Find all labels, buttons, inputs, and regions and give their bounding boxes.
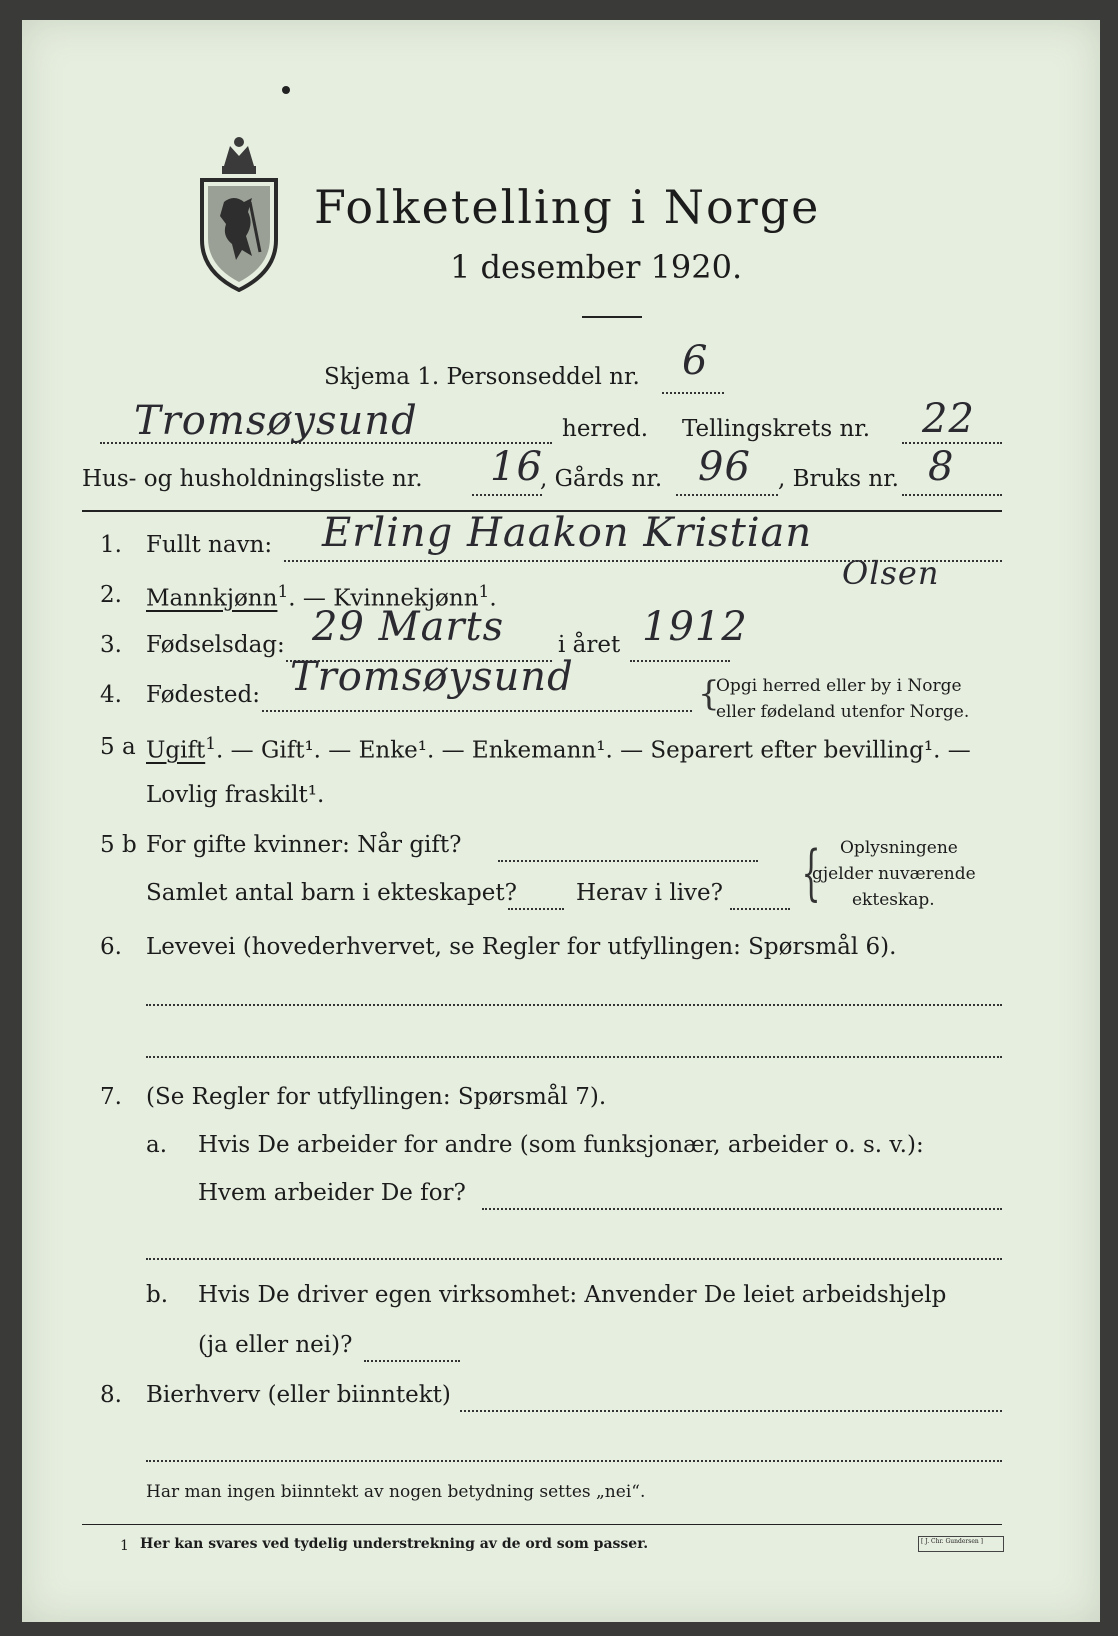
q6-number: 6. [100,934,122,960]
schema-label: Skjema 1. Personseddel nr. [324,364,640,390]
q5b-note-brace: { [801,838,821,908]
q6-answer-line1[interactable] [146,1004,1002,1006]
husholdningsliste-line [472,494,542,496]
bruks-label: , Bruks nr. [778,466,899,492]
q5a-ugift-footnote-mark: 1 [205,734,217,754]
q7-number: 7. [100,1084,122,1110]
ink-dot [282,86,290,94]
q8-answer-line2[interactable] [146,1460,1002,1462]
personseddel-number[interactable]: 6 [682,338,709,384]
q7b-number: b. [146,1282,169,1308]
q4-line [262,710,692,712]
q5b-naar-gift-line[interactable] [498,860,758,862]
q8-number: 8. [100,1382,122,1408]
gards-label: , Gårds nr. [540,466,663,492]
q7a-line2: Hvem arbeider De for? [198,1180,466,1206]
q5b-number: 5 b [100,832,137,858]
tellingskrets-value[interactable]: 22 [922,396,975,442]
q2-number: 2. [100,582,122,608]
husholdningsliste-value[interactable]: 16 [490,444,543,490]
personseddel-line [662,392,724,394]
q8-answer-line1[interactable] [460,1410,1002,1412]
q8-note: Har man ingen biinntekt av nogen betydning settes „nei“. [146,1482,646,1502]
q5b-note-line3: ekteskap. [852,890,935,910]
q3-value[interactable]: 29 Marts [312,604,505,650]
q5a-ugift-option[interactable]: Ugift [146,737,206,764]
tellingskrets-label: Tellingskrets nr. [682,416,871,442]
census-date: 1 desember 1920. [450,248,743,286]
q7a-line1: Hvis De arbeider for andre (som funksjonær, arbeider o. s. v.): [198,1132,924,1158]
herred-value[interactable]: Tromsøysund [134,398,418,444]
q4-number: 4. [100,682,122,708]
q4-note-line2: eller fødeland utenfor Norge. [716,702,970,722]
q2-male-footnote-mark: 1 [277,582,289,602]
census-form [22,20,1100,1622]
q7b-line1: Hvis De driver egen virksomhet: Anvender De leiet arbeidshjelp [198,1282,947,1308]
q5b-line1: For gifte kvinner: Når gift? [146,832,462,858]
q7b-answer-line[interactable] [364,1360,460,1362]
q1-value-line2[interactable]: Olsen [842,554,940,592]
q2-female-footnote-mark: 1 [478,582,490,602]
q5b-live-label: Herav i live? [576,880,723,906]
q7a-number: a. [146,1132,168,1158]
q7a-answer-line1[interactable] [482,1208,1002,1210]
printer-stamp [918,1536,1004,1552]
q4-label: Fødested: [146,682,261,708]
q5b-barn-label: Samlet antal barn i ekteskapet? [146,880,517,906]
q3-year-label: i året [558,632,621,658]
q4-value[interactable]: Tromsøysund [290,654,574,700]
q5b-note-line2: gjelder nuværende [812,864,976,884]
q1-label: Fullt navn: [146,532,273,558]
bruks-line [902,494,1002,496]
q5a-option-fraskilt[interactable]: Lovlig fraskilt¹. [146,782,325,808]
printer-stamp-text: [ J. Chr. Gundersen ] [921,1538,984,1545]
q8-label: Bierhverv (eller biinntekt) [146,1382,451,1408]
q2-female-option[interactable]: Kvinnekjønn [333,585,479,612]
q5a-options [146,734,971,764]
footnote-divider [82,1524,1002,1525]
husholdningsliste-label: Hus- og husholdningsliste nr. [82,466,423,492]
footnote-mark: 1 [120,1538,129,1554]
norway-coat-of-arms-icon [194,132,284,292]
q2-male-option[interactable]: Mannkjønn [146,585,278,612]
q7a-answer-line2[interactable] [146,1258,1002,1260]
q5a-other-options[interactable]: . — Gift¹. — Enke¹. — Enkemann¹. — Separert efter bevilling¹. — [216,737,971,764]
gards-value[interactable]: 96 [698,444,751,490]
q5b-live-line[interactable] [730,908,790,910]
q3-number: 3. [100,632,122,658]
q4-note-line1: Opgi herred eller by i Norge [716,676,962,696]
title-divider [582,316,642,318]
q3-label: Fødselsdag: [146,632,285,658]
footnote-text: Her kan svares ved tydelig understrekning av de ord som passer. [140,1536,649,1552]
q7b-line2: (ja eller nei)? [198,1332,353,1358]
q2-end: . [489,585,497,612]
form-title: Folketelling i Norge [314,180,821,234]
q6-label: Levevei (hovederhvervet, se Regler for utfyllingen: Spørsmål 6). [146,934,897,960]
gards-line [676,494,778,496]
q5b-note-line1: Oplysningene [840,838,958,858]
q2-separator: . — [288,585,334,612]
q5b-barn-line[interactable] [508,908,564,910]
q1-number: 1. [100,532,122,558]
q4-note-brace: { [698,674,720,714]
q3-year-value[interactable]: 1912 [642,604,748,650]
q7-label: (Se Regler for utfyllingen: Spørsmål 7). [146,1084,607,1110]
q1-value-line1[interactable]: Erling Haakon Kristian [322,510,813,556]
q6-answer-line2[interactable] [146,1056,1002,1058]
q5a-number: 5 a [100,734,136,760]
bruks-value[interactable]: 8 [928,444,955,490]
herred-label: herred. [562,416,649,442]
q3-year-line [630,660,730,662]
